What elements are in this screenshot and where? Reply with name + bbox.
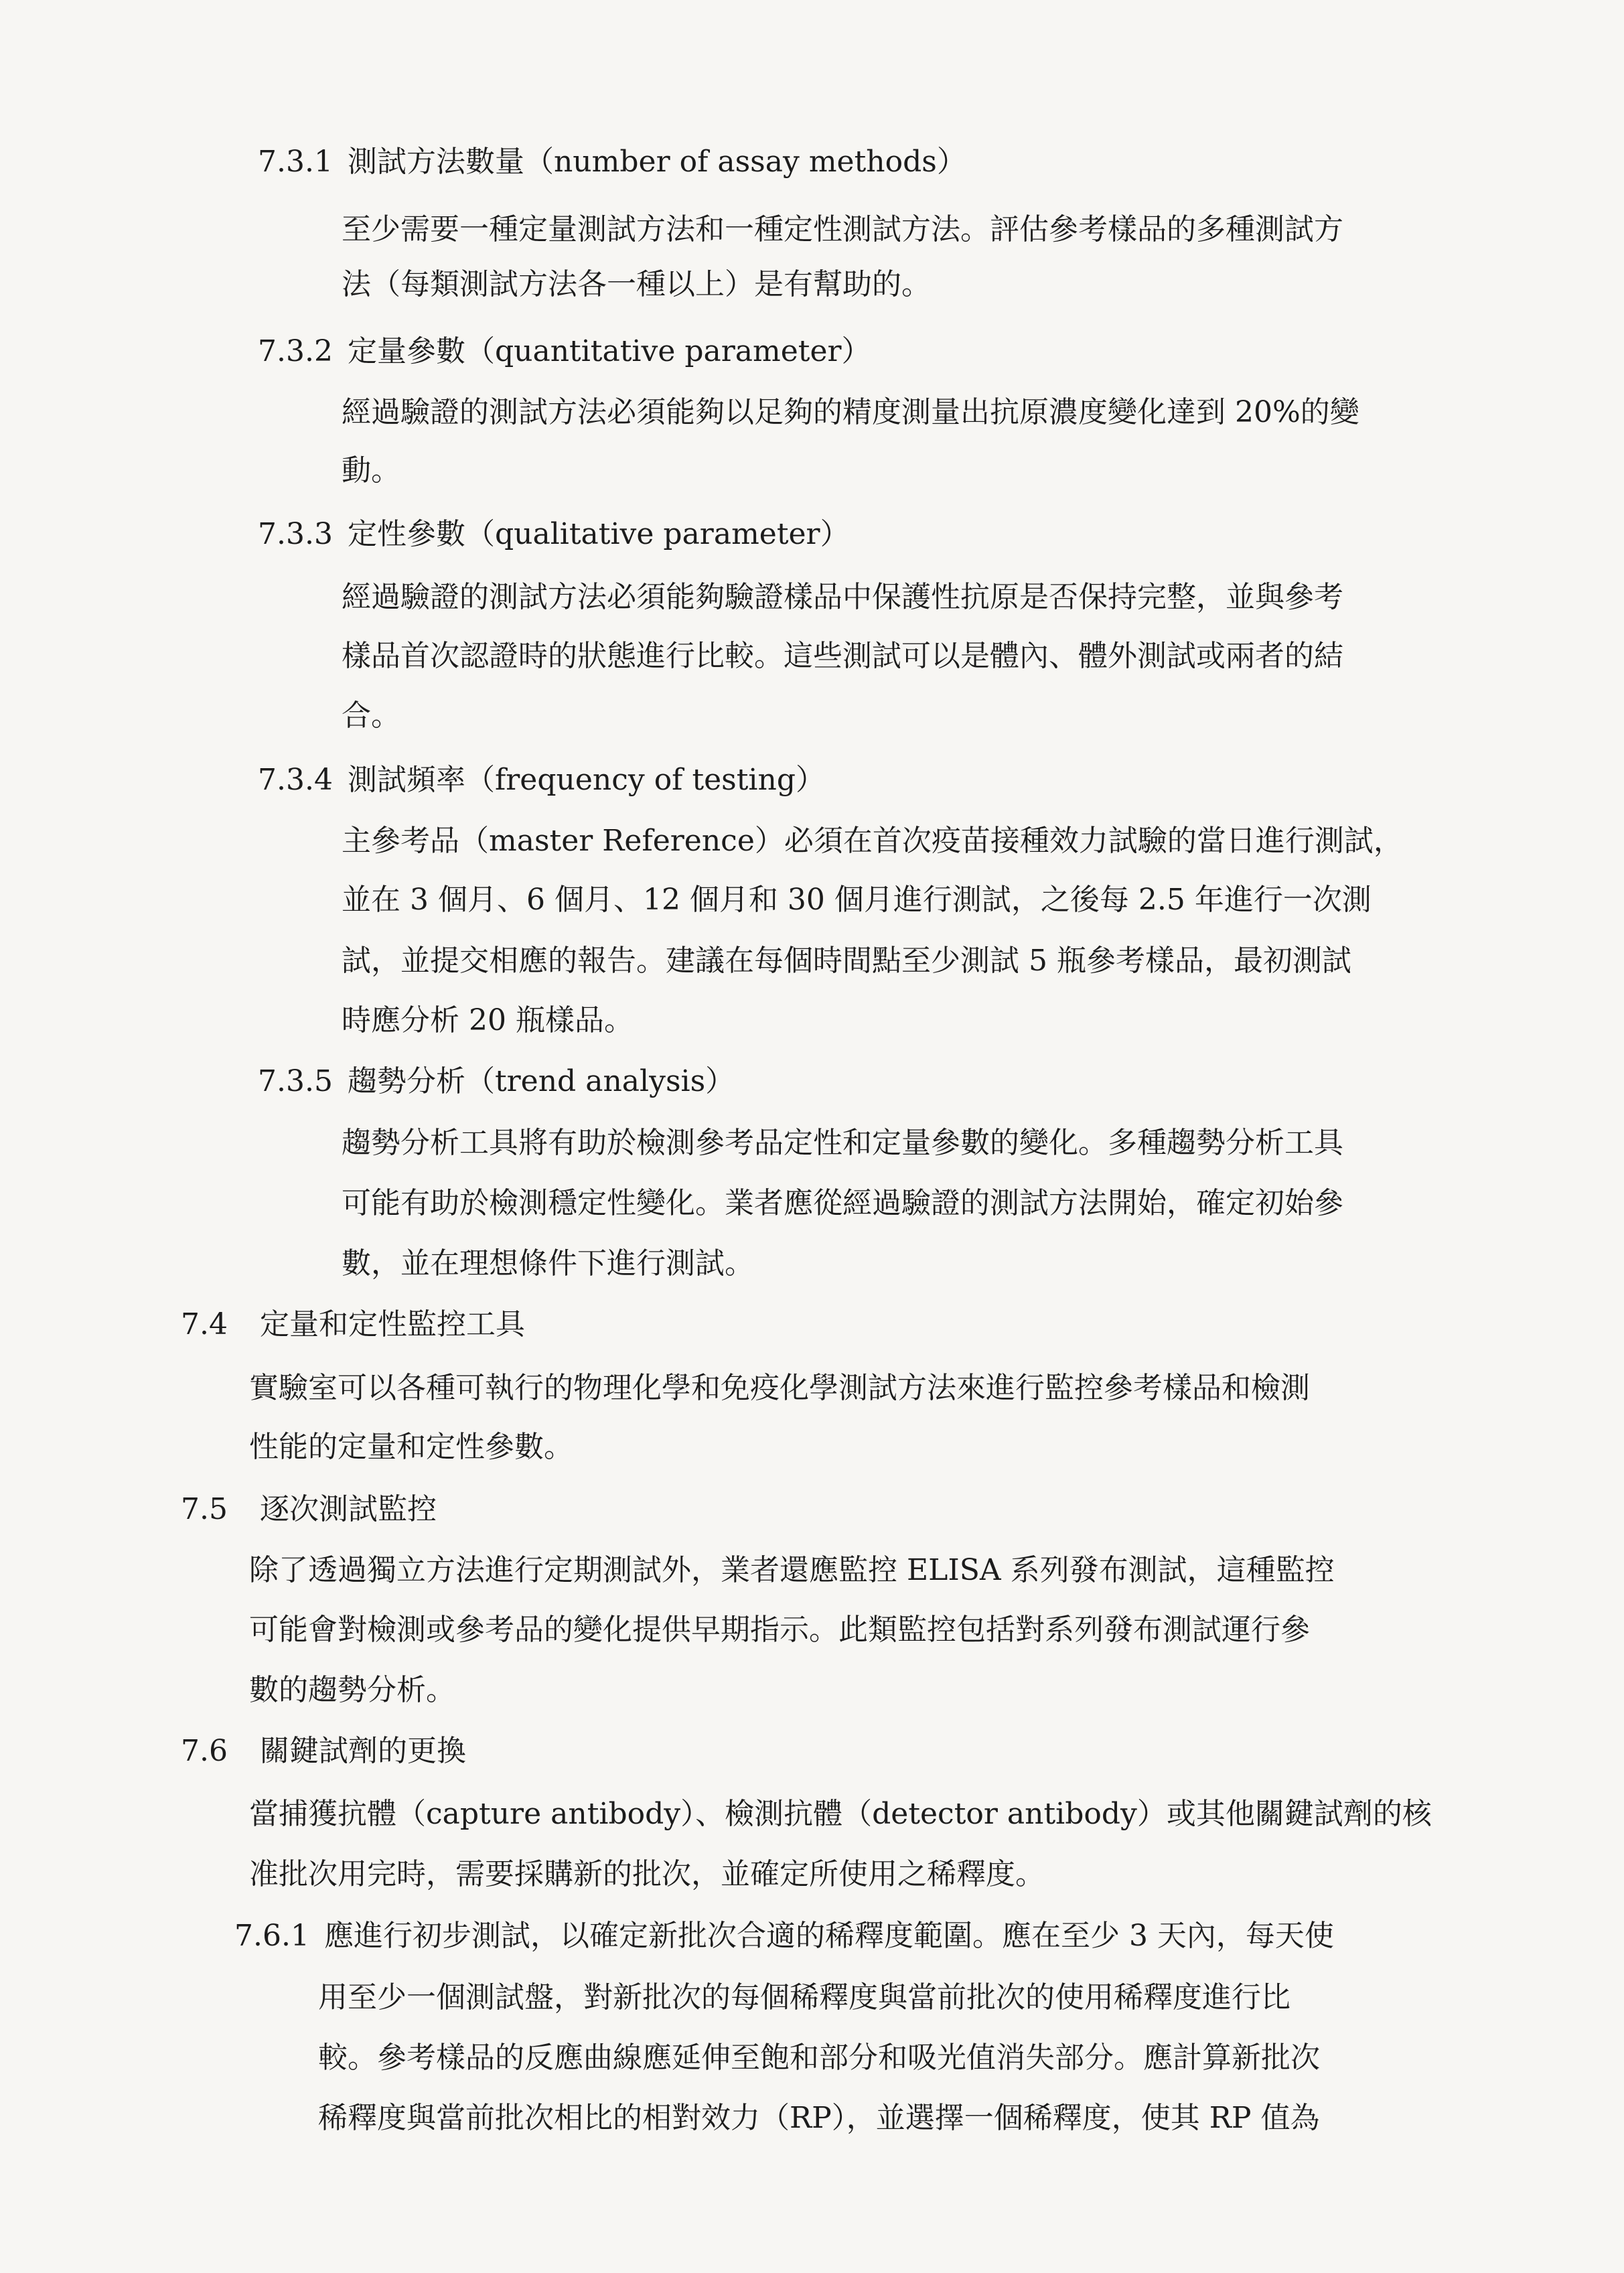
paragraph-line: 可能會對檢測或參考品的變化提供早期指示。此類監控包括對系列發布測試運行參 [249,1613,1310,1647]
paragraph-line: 數，並在理想條件下進行測試。 [342,1246,754,1280]
heading-7-4 [181,1305,525,1345]
paragraph-line: 樣品首次認證時的狀態進行比較。這些測試可以是體內、體外測試或兩者的結 [342,639,1343,673]
heading-7-3-2 [258,332,871,372]
paragraph-line: 性能的定量和定性參數。 [249,1430,573,1464]
paragraph-line: 經過驗證的測試方法必須能夠驗證樣品中保護性抗原是否保持完整，並與參考 [342,580,1343,614]
section-title: 趨勢分析（trend analysis） [347,1064,735,1098]
paragraph-line: 當捕獲抗體（capture antibody）、檢測抗體（detector antibody）或其他關鍵試劑的核 [249,1797,1432,1831]
paragraph-line: 用至少一個測試盤，對新批次的每個稀釋度與當前批次的使用稀釋度進行比 [318,1980,1290,2014]
paragraph-line: 趨勢分析工具將有助於檢測參考品定性和定量參數的變化。多種趨勢分析工具 [342,1126,1343,1160]
heading-7-3-4 [258,760,825,800]
paragraph-line: 主參考品（master Reference）必須在首次疫苗接種效力試驗的當日進行測試， [342,824,1403,858]
section-title: 測試頻率（frequency of testing） [347,763,826,797]
paragraph-line: 經過驗證的測試方法必須能夠以足夠的精度測量出抗原濃度變化達到 20%的變 [342,395,1359,429]
heading-7-3-1 [258,142,966,182]
heading-7-5 [181,1489,437,1530]
paragraph-line: 數的趨勢分析。 [249,1673,455,1707]
section-number: 7.3.4 [258,763,333,797]
section-title: 測試方法數量（number of assay methods） [347,145,966,179]
paragraph-line: 合。 [342,699,400,733]
paragraph-line: 試，並提交相應的報告。建議在每個時間點至少測試 5 瓶參考樣品，最初測試 [342,944,1351,978]
heading-7-6 [181,1731,466,1771]
heading-7-3-3 [258,514,850,555]
section-number: 7.6.1 [234,1919,309,1953]
paragraph-line: 較。參考樣品的反應曲線應延伸至飽和部分和吸光值消失部分。應計算新批次 [318,2041,1320,2075]
section-number: 7.3.2 [258,334,333,368]
section-title: 逐次測試監控 [259,1492,437,1526]
paragraph-line: 法（每類測試方法各一種以上）是有幫助的。 [342,267,931,301]
heading-7-6-1 [234,1916,1334,1956]
section-title: 應進行初步測試，以確定新批次合適的稀釋度範圍。應在至少 3 天內，每天使 [323,1919,1334,1953]
paragraph-line: 時應分析 20 瓶樣品。 [342,1003,634,1037]
paragraph-line: 實驗室可以各種可執行的物理化學和免疫化學測試方法來進行監控參考樣品和檢測 [249,1371,1310,1405]
paragraph-line: 並在 3 個月、6 個月、12 個月和 30 個月進行測試，之後每 2.5 年進行一次測 [342,883,1372,917]
section-number: 7.5 [181,1492,228,1526]
section-number: 7.3.5 [258,1064,333,1098]
section-title: 定性參數（qualitative parameter） [347,517,850,551]
section-number: 7.6 [181,1734,228,1768]
paragraph-line: 可能有助於檢測穩定性變化。業者應從經過驗證的測試方法開始，確定初始參 [342,1186,1343,1220]
paragraph-line: 稀釋度與當前批次相比的相對效力（RP），並選擇一個稀釋度，使其 RP 值為 [318,2101,1320,2135]
paragraph-line: 除了透過獨立方法進行定期測試外，業者還應監控 ELISA 系列發布測試，這種監控 [249,1553,1335,1587]
section-title: 關鍵試劑的更換 [259,1734,466,1768]
paragraph-line: 准批次用完時，需要採購新的批次，並確定所使用之稀釋度。 [249,1857,1045,1891]
paragraph-line: 至少需要一種定量測試方法和一種定性測試方法。評估參考樣品的多種測試方 [342,212,1343,246]
section-number: 7.4 [181,1307,228,1341]
paragraph-line: 動。 [342,453,400,488]
section-title: 定量參數（quantitative parameter） [347,334,871,368]
section-title: 定量和定性監控工具 [259,1307,525,1341]
heading-7-3-5 [258,1061,735,1102]
section-number: 7.3.3 [258,517,333,551]
section-number: 7.3.1 [258,145,333,179]
